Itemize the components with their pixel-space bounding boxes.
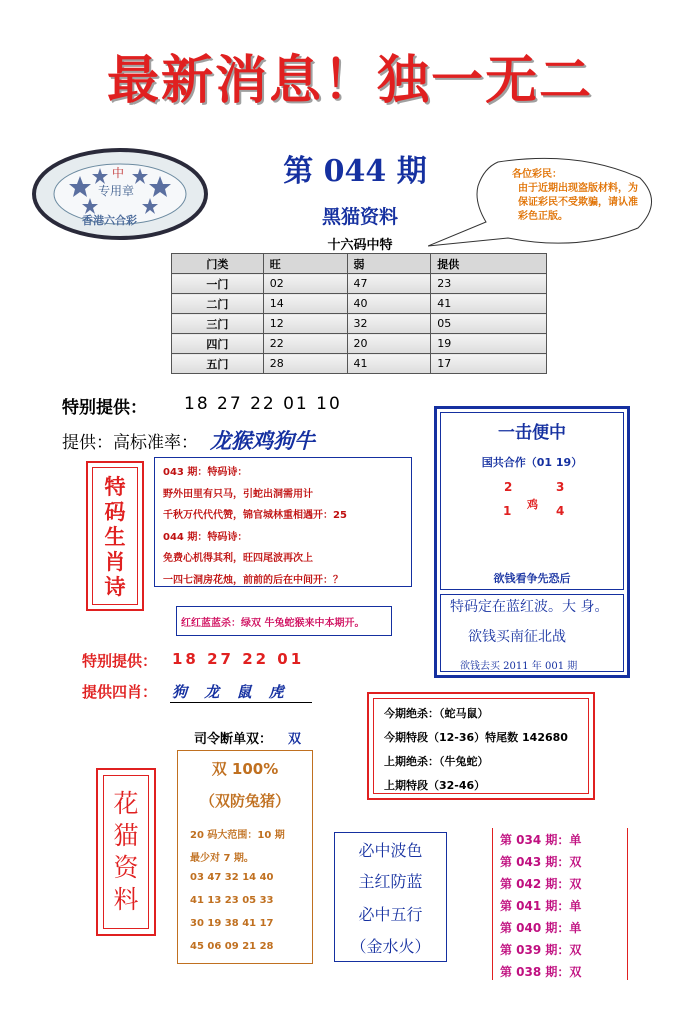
table-cell: 20	[347, 334, 431, 354]
history-item: 第 039 期：双	[500, 943, 582, 957]
wave-line: 必中五行	[358, 905, 423, 924]
table-header: 门类	[172, 254, 264, 274]
poem-line: 免费心机得其利，旺四尾波再次上	[163, 553, 313, 564]
history-item: 第 043 期：双	[500, 855, 582, 869]
provide-label: 提供：高标准率：	[62, 433, 198, 453]
one-hit-line: 欲钱买南征北战	[468, 629, 566, 645]
poem-side-char: 肖	[104, 548, 126, 574]
issue-number: 第 044 期	[283, 154, 427, 189]
one-hit-line: 欲钱去买 2011 年 001 期	[460, 661, 578, 672]
four-zodiac-label: 提供四肖：	[82, 683, 158, 701]
one-hit-num: 3	[556, 480, 565, 494]
double-line: 03 47 32 14 40	[190, 872, 274, 883]
double-line: 45 06 09 21 28	[190, 941, 274, 952]
special-provide-label: 特别提供：	[62, 398, 147, 418]
four-zodiac-value: 狗 龙 鼠 虎	[172, 683, 290, 701]
table-cell: 四门	[172, 334, 264, 354]
table-cell: 五门	[172, 354, 264, 374]
double-line: 20 码大范围：10 期	[190, 830, 285, 841]
table-cell: 05	[431, 314, 547, 334]
table-cell: 三门	[172, 314, 264, 334]
table-cell: 40	[347, 294, 431, 314]
flower-cat-char: 资	[113, 853, 139, 882]
poem-side-char: 生	[104, 523, 126, 549]
bubble-text	[512, 168, 642, 224]
history-item: 第 040 期：单	[500, 921, 582, 935]
special-provide-value: 18 27 22 01 10	[184, 394, 342, 414]
special-provide-2-label: 特别提供：	[82, 652, 158, 670]
number-table	[171, 253, 547, 374]
stamp-center: 中	[112, 166, 125, 180]
one-hit-center: 鸡	[527, 498, 538, 511]
table-row	[172, 314, 547, 334]
kill-line: 今期特段（12-36）特尾数 142680	[384, 731, 568, 744]
table-row	[172, 334, 547, 354]
table-cell: 二门	[172, 294, 264, 314]
table-cell: 41	[431, 294, 547, 314]
double-sub: （双防兔猪）	[199, 792, 290, 810]
table-cell: 47	[347, 274, 431, 294]
one-hit-line: 特码定在蓝红波。大 身。	[450, 599, 609, 615]
table-cell: 14	[263, 294, 347, 314]
one-hit-foot: 欲钱看争先恐后	[493, 572, 571, 585]
table-cell: 28	[263, 354, 347, 374]
kill-box	[367, 692, 595, 800]
table-row	[172, 354, 547, 374]
table-cell: 41	[347, 354, 431, 374]
headline: 最新消息！独一无二	[106, 50, 593, 111]
table-cell: 23	[431, 274, 547, 294]
table-row	[172, 294, 547, 314]
odd-even-label: 司令断单双：	[194, 732, 273, 747]
table-header: 提供	[431, 254, 547, 274]
table-header: 弱	[347, 254, 431, 274]
kill-line: 今期绝杀：（蛇马鼠）	[384, 707, 489, 720]
flower-cat-char: 猫	[113, 821, 139, 850]
stamp-bottom: 香港六合彩	[82, 214, 137, 227]
wave-line: （金水火）	[350, 937, 431, 956]
table-row	[172, 274, 547, 294]
history-item: 第 034 期：单	[500, 833, 582, 847]
double-title: 双 100%	[211, 760, 279, 778]
one-hit-title: 一击便中	[498, 423, 566, 443]
one-hit-sub: 国共合作（01 19）	[481, 456, 583, 469]
pink-note: 红红蓝蓝杀：绿双 牛兔蛇猴来中本期开。	[176, 606, 392, 636]
poem-side-char: 特	[104, 473, 126, 499]
table-cell: 02	[263, 274, 347, 294]
kill-line: 上期绝杀：（牛兔蛇）	[384, 755, 489, 768]
poem-side-char: 诗	[104, 573, 126, 599]
wave-line: 必中波色	[358, 841, 423, 860]
poem-line: 千秋万代代代赞，锦官城林重相遇开：25	[163, 510, 347, 521]
double-line: 41 13 23 05 33	[190, 895, 274, 906]
stamp-label: 专用章	[98, 184, 135, 198]
table-cell: 一门	[172, 274, 264, 294]
table-title: 十六码中特	[327, 238, 393, 253]
poem-side-char: 码	[104, 498, 126, 524]
poem-line: 043 期：特码诗：	[163, 467, 248, 478]
underline-divider	[170, 702, 312, 703]
stamp-seal	[30, 146, 210, 242]
history-item: 第 042 期：双	[500, 877, 582, 891]
flower-cat-box	[96, 768, 156, 936]
flower-cat-char: 料	[113, 885, 139, 914]
bubble-line2: 由于近期出现盗版材料，为保证彩民不受欺骗，请认准彩色正版。	[518, 183, 638, 222]
table-cell: 22	[263, 334, 347, 354]
one-hit-num: 4	[556, 504, 565, 518]
table-cell: 19	[431, 334, 547, 354]
provide-value: 龙猴鸡狗牛	[210, 428, 315, 453]
one-hit-num: 2	[504, 480, 513, 494]
flower-cat-char: 花	[113, 789, 139, 818]
double-line: 最少对 7 期。	[190, 853, 254, 864]
table-cell: 32	[347, 314, 431, 334]
poem-box	[154, 457, 412, 587]
table-cell: 17	[431, 354, 547, 374]
table-header-row	[172, 254, 547, 274]
table-header: 旺	[263, 254, 347, 274]
history-item: 第 038 期：双	[500, 965, 582, 979]
kill-line: 上期特段（32-46）	[384, 779, 486, 792]
double-line: 30 19 38 41 17	[190, 918, 274, 929]
poem-line: 044 期：特码诗：	[163, 531, 248, 543]
odd-even-value: 双	[288, 732, 302, 747]
history-item: 第 041 期：单	[500, 899, 582, 913]
poem-line: 一四七洞房花烛，前前的后在中间开：？	[163, 574, 343, 586]
poem-side-box	[86, 461, 144, 611]
special-provide-2-value: 18 27 22 01	[172, 650, 305, 668]
bubble-line1: 各位彩民：	[512, 169, 562, 180]
one-hit-num: 1	[503, 504, 512, 518]
poem-line: 野外田里有只马，引蛇出洞需用计	[163, 488, 313, 500]
table-cell: 12	[263, 314, 347, 334]
subtitle: 黑猫资料	[321, 206, 398, 228]
wave-line: 主红防蓝	[358, 872, 423, 891]
